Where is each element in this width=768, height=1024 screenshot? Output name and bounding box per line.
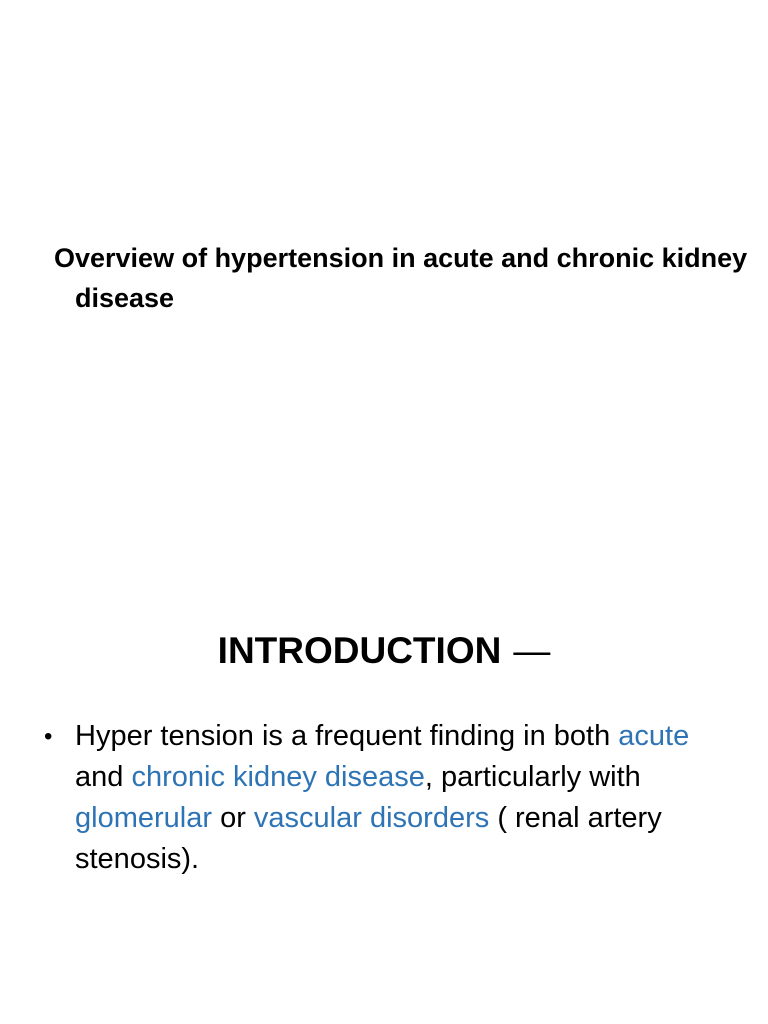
slide-title: Overview of hypertension in acute and chronic kidney disease [54, 243, 748, 313]
link-acute[interactable]: acute [618, 720, 690, 752]
bullet-text: ( renal artery stenosis). [75, 802, 662, 875]
bullet-text: or [220, 802, 246, 834]
section-heading [0, 626, 768, 676]
section-heading-text: INTRODUCTION [217, 630, 502, 671]
heading-dash: — [513, 630, 551, 671]
link-vascular-disorders[interactable]: vascular disorders [253, 802, 490, 834]
bullet-text: , particularly with [424, 761, 641, 793]
bullet-marker: • [44, 723, 53, 750]
link-chronic-kidney-disease[interactable]: chronic kidney disease [131, 761, 425, 793]
bullet-text: and [75, 761, 124, 793]
bullet-text: Hyper tension is a frequent finding in both [75, 720, 611, 752]
bullet-list [44, 716, 734, 880]
link-glomerular[interactable]: glomerular [75, 802, 212, 834]
bullet-item [44, 716, 734, 880]
